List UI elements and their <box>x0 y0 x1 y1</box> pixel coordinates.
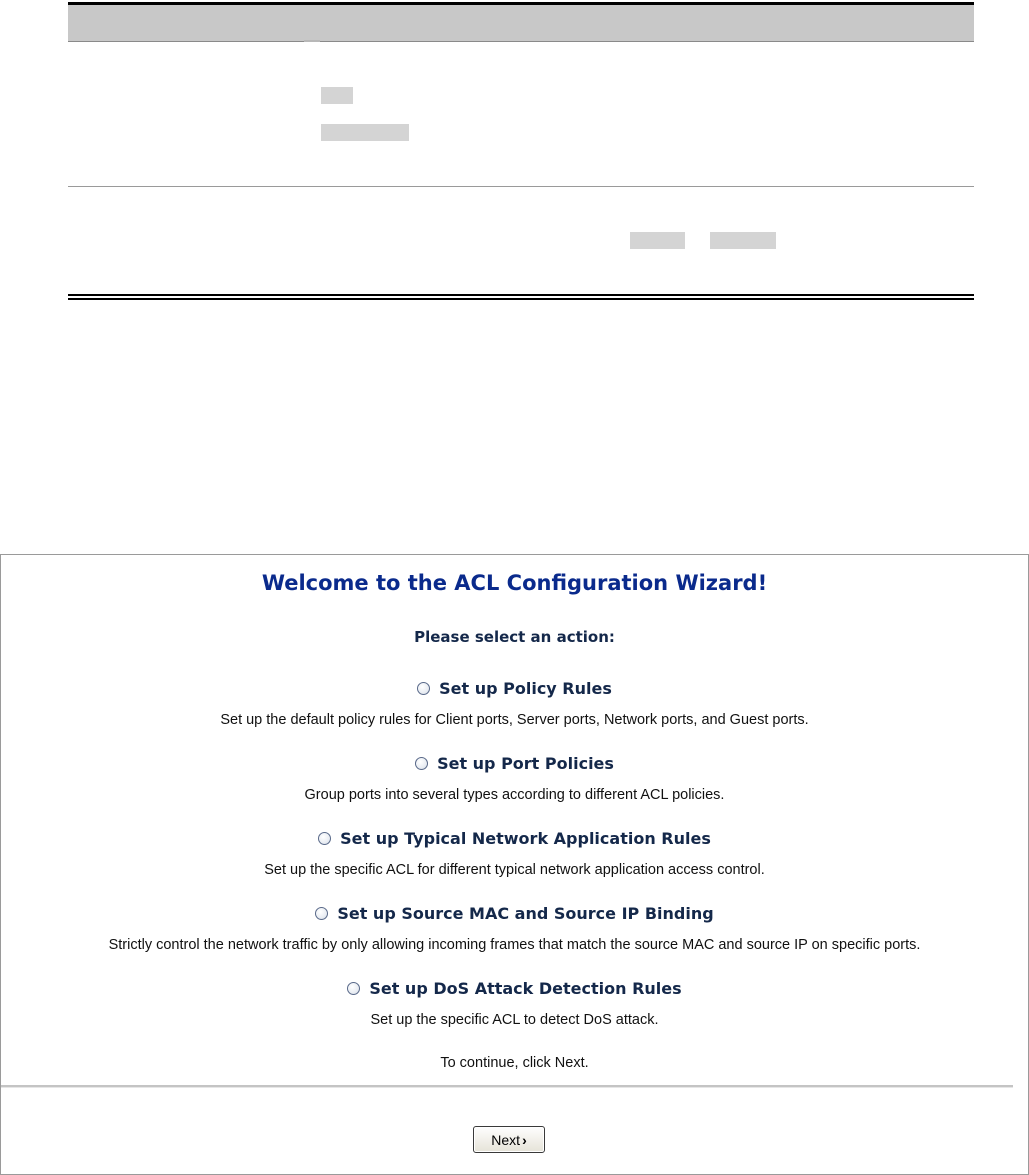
table-header-divider <box>68 41 974 42</box>
wizard-subtitle: Please select an action: <box>414 628 615 646</box>
option-description: Set up the default policy rules for Client ports, Server ports, Network ports, and Guest ports. <box>220 712 809 728</box>
option-typical-network-application-rules <box>1 829 1028 878</box>
option-description: Set up the specific ACL for different typical network application access control. <box>264 862 765 878</box>
table-bottom-rule <box>68 298 974 300</box>
option-description: Strictly control the network traffic by only allowing incoming frames that match the source MAC and source IP on specific ports. <box>108 937 921 953</box>
redacted-value <box>321 87 353 104</box>
option-label[interactable]: Set up Typical Network Application Rules <box>340 829 711 848</box>
typical-network-application-rules-radio[interactable] <box>318 832 331 845</box>
table-header-notch <box>304 40 320 42</box>
redacted-value <box>710 232 776 249</box>
continue-instruction: To continue, click Next. <box>440 1055 589 1071</box>
policy-rules-radio[interactable] <box>417 682 430 695</box>
port-policies-radio[interactable] <box>415 757 428 770</box>
option-label[interactable]: Set up Port Policies <box>437 754 614 773</box>
option-description: Set up the specific ACL to detect DoS attack. <box>370 1012 659 1028</box>
chevron-right-icon: › <box>522 1131 527 1148</box>
document-table <box>68 0 974 302</box>
dos-attack-detection-rules-radio[interactable] <box>347 982 360 995</box>
redacted-value <box>321 124 409 141</box>
source-mac-ip-binding-radio[interactable] <box>315 907 328 920</box>
redacted-value <box>630 232 685 249</box>
option-label[interactable]: Set up Source MAC and Source IP Binding <box>337 904 714 923</box>
footer-separator <box>1 1085 1013 1088</box>
table-row-divider <box>68 186 974 187</box>
wizard-title: Welcome to the ACL Configuration Wizard! <box>261 571 768 595</box>
table-bottom-rule <box>68 294 974 296</box>
acl-wizard-panel <box>0 554 1029 1175</box>
option-port-policies <box>1 754 1028 803</box>
option-policy-rules <box>1 679 1028 728</box>
option-label[interactable]: Set up DoS Attack Detection Rules <box>369 979 682 998</box>
option-label[interactable]: Set up Policy Rules <box>439 679 612 698</box>
option-source-mac-ip-binding <box>1 904 1028 953</box>
table-header-row <box>68 5 974 41</box>
next-button-label: Next <box>491 1131 521 1148</box>
option-description: Group ports into several types according to different ACL policies. <box>304 787 725 803</box>
next-button[interactable] <box>473 1126 545 1153</box>
option-dos-attack-detection-rules <box>1 979 1028 1028</box>
